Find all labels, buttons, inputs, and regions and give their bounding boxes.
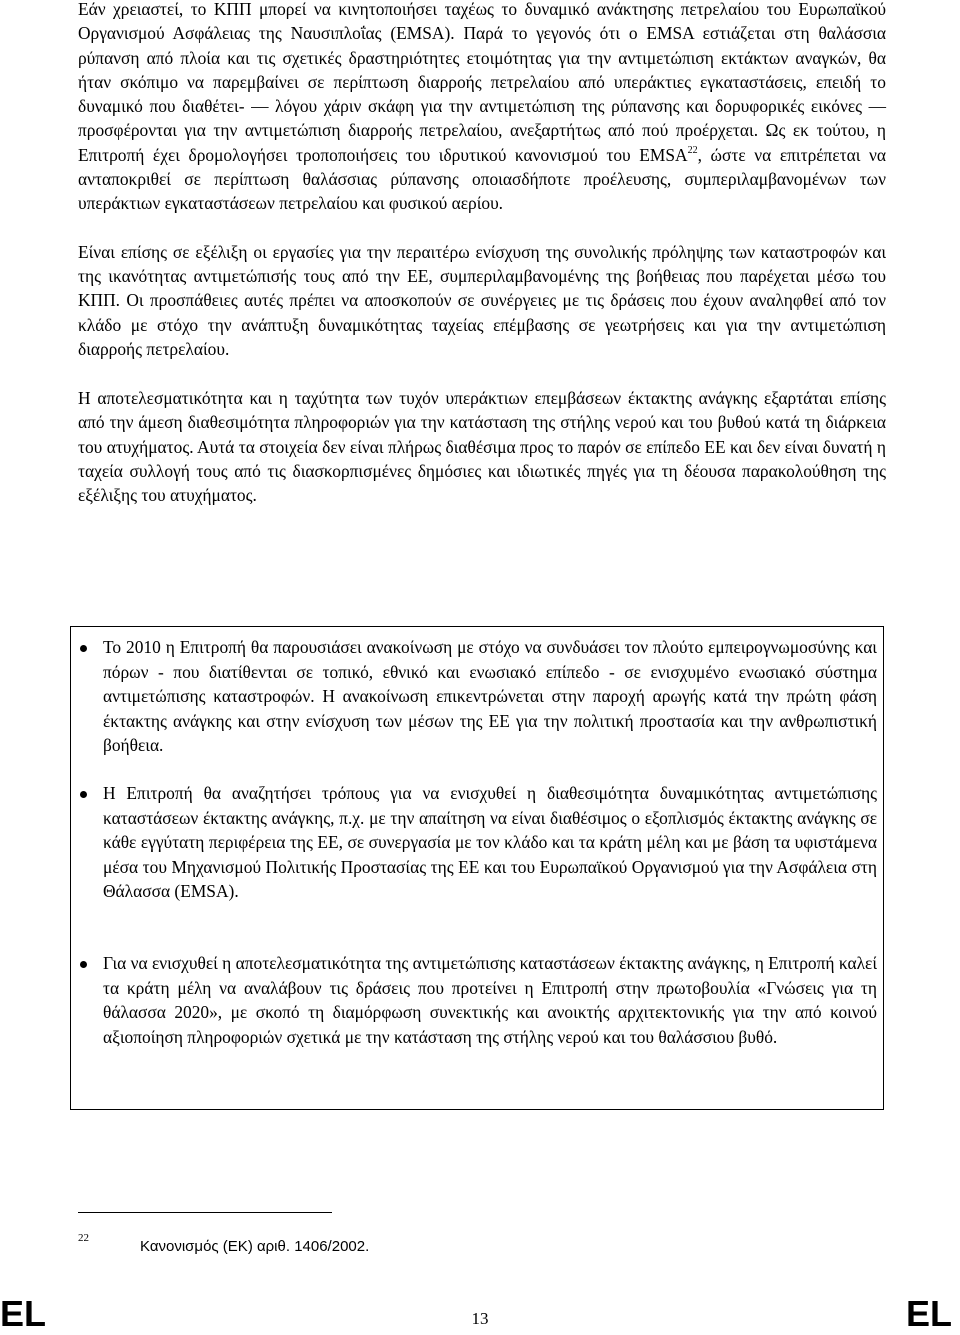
main-text: [78, 0, 886, 508]
paragraph-prevention: Είναι επίσης σε εξέλιξη οι εργασίες για την περαιτέρω ενίσχυση της συνολικής πρόληψης των καταστροφών και της ικανότητας αντιμετώπισής τους από την ΕΕ, συμπεριλαμβανομένης της βοήθειας που παρέχεται μέσω του ΚΠΠ. Οι προσπάθειες αυτές πρέπει να αποσκοπούν σε συνέργειες με τις δράσεις που έχουν αναληφθεί από τον κλάδο με στόχο την ανάπτυξη δυναμικότητας ταχείας επέμβασης σε γεωτρήσεις και για την αντιμετώπιση διαρροής πετρελαίου.: [78, 241, 886, 359]
paragraph-effectiveness: Η αποτελεσματικότητα και η ταχύτητα των τυχόν υπεράκτιων επεμβάσεων έκτακτης ανάγκης εξαρτάται επίσης από την άμεση διαθεσιμότητα πληροφοριών για την κατάσταση της στήλης νερού και του βυθού κατά τη διάρκεια του ατυχήματος. Αυτά τα στοιχεία δεν είναι πλήρως διαθέσιμα προς το παρόν σε επίπεδο ΕΕ και δεν είναι δυνατή η ταχεία συλλογή τους από τις διασκορπισμένες δημόσιες και ιδιωτικές πηγές για τη δέουσα παρακολούθηση της εξέλιξης του ατυχήματος.: [78, 388, 886, 506]
bullet-item: [71, 635, 883, 758]
footnote-divider: [78, 1212, 332, 1213]
bullet-item: [71, 781, 883, 904]
page-number: 13: [471, 1309, 489, 1328]
paragraph-emsa: [78, 0, 886, 216]
footer-language-left: EL: [0, 1293, 47, 1334]
footnote-reference[interactable]: 22: [687, 144, 698, 156]
bullet-dot-icon: [80, 961, 87, 968]
action-box: [70, 626, 884, 1110]
bullet-item: [71, 951, 883, 1049]
footnote-number: 22: [78, 1232, 89, 1244]
paragraph-emsa-text-a: Εάν χρειαστεί, το ΚΠΠ μπορεί να κινητοποιήσει ταχέως το δυναμικό ανάκτησης πετρελαίου του Ευρωπαϊκού Οργανισμού Ασφάλειας της Ναυσιπλοΐας (EMSA). Παρά το γεγονός ότι ο EMSA εστιάζεται στη θαλάσσια ρύπανση από πλοία και τις σχετικές δραστηριότητες ετοιμότητας για την αντιμετώπιση εκτάκτων αναγκών, θα ήταν σκόπιμο να παρεμβαίνει σε περίπτωση διαρροής πετρελαίου από υπεράκτιες εγκαταστάσεις, επειδή το δυναμικό που διαθέτει- — λόγου χάριν σκάφη για την αντιμετώπιση της ρύπανσης και δορυφορικές εικόνες — προσφέρονται για την αντιμετώπιση διαρροής πετρελαίου, ανεξαρτήτως από πού προέρχεται. Ως εκ τούτου, η Επιτροπή έχει δρομολογήσει τροποποιήσεις του ιδρυτικού κανονισμού του EMSA: [78, 0, 886, 165]
bullet-dot-icon: [80, 645, 87, 652]
bullet-text: Για να ενισχυθεί η αποτελεσματικότητα της αντιμετώπισης καταστάσεων έκτακτης ανάγκης, η Επιτροπή καλεί τα κράτη μέλη να αναλάβουν τις δράσεις που προτείνει η Επιτροπή στην πρωτοβουλία «Γνώσεις για τη θάλασσα 2020», με σκοπό τη διαμόρφωση συνεκτικής και ανοικτής αρχιτεκτονικής για την από κοινού αξιοποίηση πληροφοριών σχετικά με την κατάσταση της στήλης νερού και του θαλάσσιου βυθό.: [103, 953, 877, 1047]
paragraph-emsa-text-b: , ώστε να επιτρέπεται να ανταποκριθεί σε περίπτωση θαλάσσιας ρύπανσης οποιασδήποτε προέλευσης, συμπεριλαμβανομένων των υπεράκτιων εγκαταστάσεων πετρελαίου και φυσικού αερίου.: [78, 144, 886, 214]
bullet-dot-icon: [80, 791, 87, 798]
bullet-text: Η Επιτροπή θα αναζητήσει τρόπους για να ενισχυθεί η διαθεσιμότητα δυναμικότητας αντιμετώπισης καταστάσεων έκτακτης ανάγκης, π.χ. με την απαίτηση να είναι διαθέσιμος ο εξοπλισμός έκτακτης ανάγκης σε κάθε εγγύτατη περιφέρεια της ΕΕ, σε συνεργασία με τον κλάδο και τα κράτη μέλη και με βάση τα υφιστάμενα μέσα του Μηχανισμού Πολιτικής Προστασίας της ΕΕ και του Ευρωπαϊκού Οργανισμού για την Ασφάλεια στη Θάλασσα (EMSA).: [103, 783, 877, 901]
footer-language-right: EL: [905, 1293, 952, 1334]
footnote-text: Κανονισμός (ΕΚ) αριθ. 1406/2002.: [140, 1238, 370, 1255]
bullet-text: Το 2010 η Επιτροπή θα παρουσιάσει ανακοίνωση με στόχο να συνδυάσει τον πλούτο εμπειρογνωμοσύνης και πόρων - που διατίθενται σε τοπικό, εθνικό και ενωσιακό επίπεδο - σε ενισχυμένο ενωσιακό σύστημα αντιμετώπισης καταστροφών. Η ανακοίνωση επικεντρώνεται στην παροχή αρωγής κατά την πρώτη φάση έκτακτης ανάγκης και στην ενίσχυση των μέσων της ΕΕ για την πολιτική προστασία και την ανθρωπιστική βοήθεια.: [103, 637, 877, 755]
